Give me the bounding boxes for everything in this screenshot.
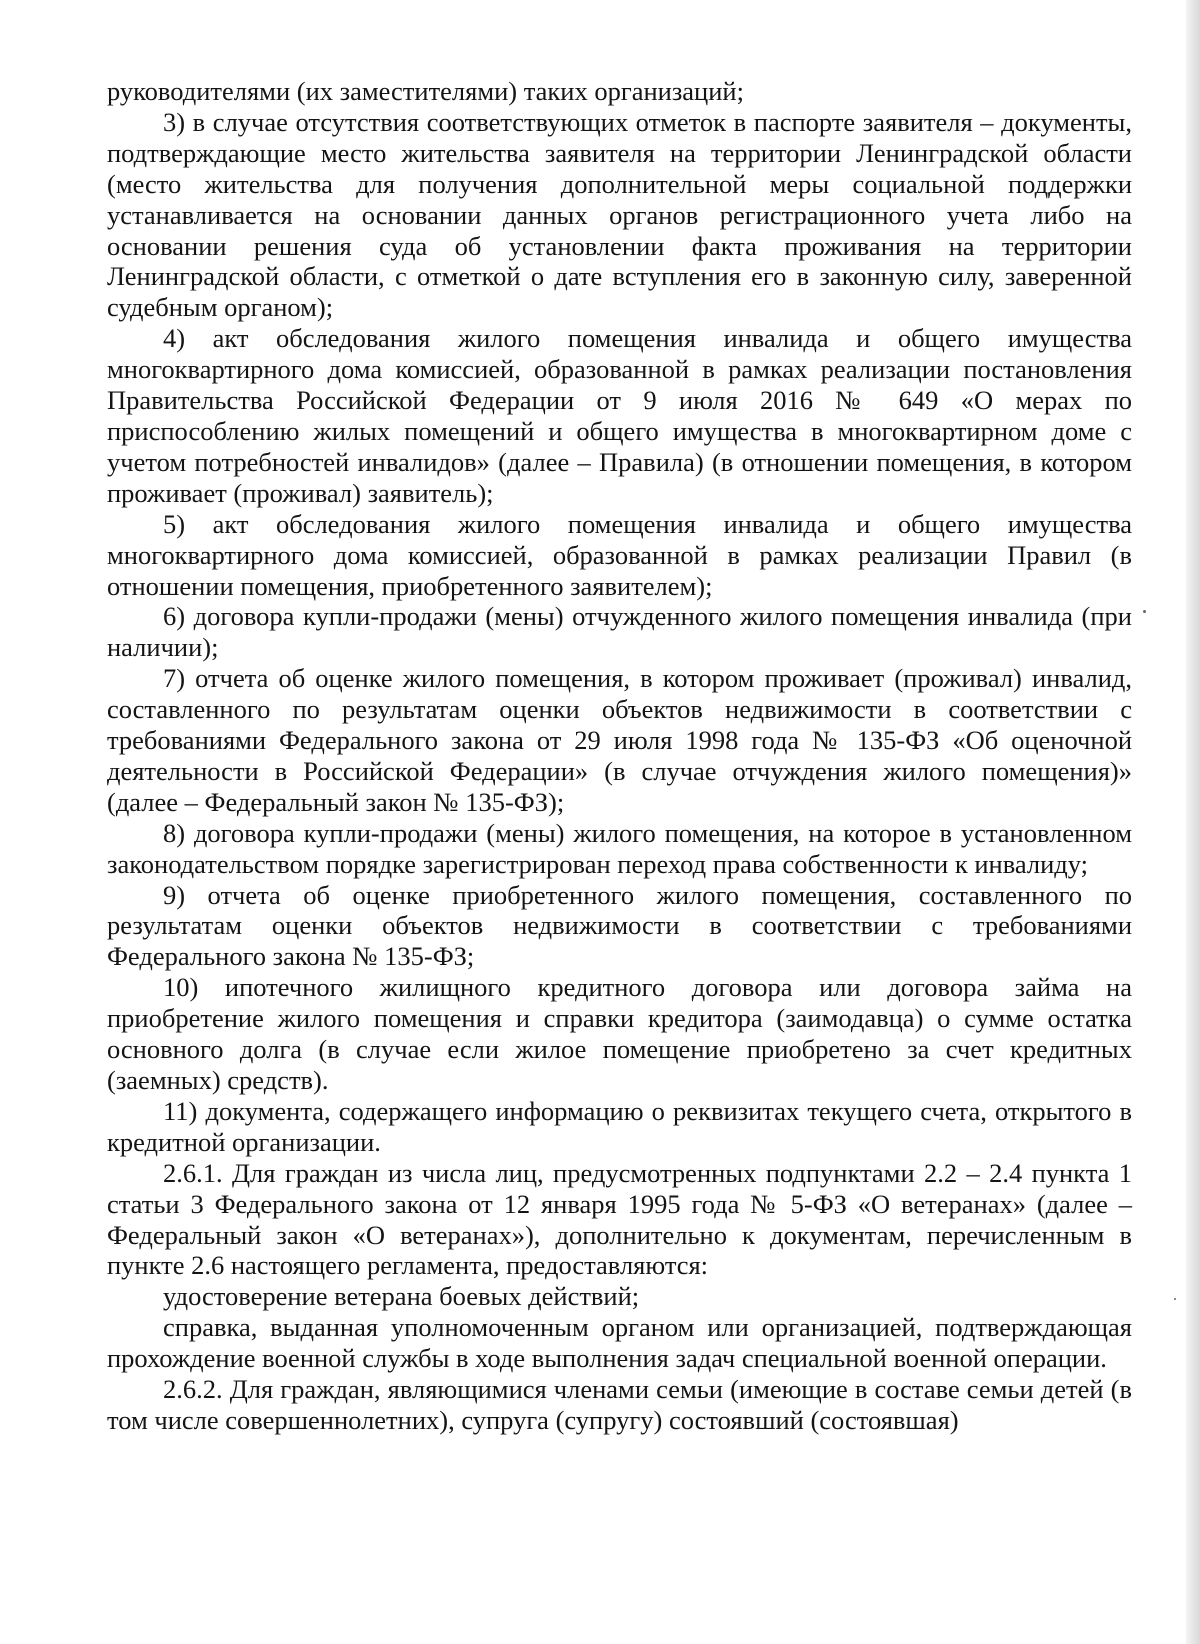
scan-edge-shadow	[1186, 0, 1200, 1644]
scan-speck	[1143, 610, 1146, 613]
paragraph-service-certificate: справка, выданная уполномоченным органом или организацией, подтверждающая прохождение военной службы в ходе выполнения задач специальной военной операции.	[107, 1312, 1132, 1374]
paragraph-2-6-2: 2.6.2. Для граждан, являющимися членами семьи (имеющие в составе семьи детей (в том числе совершеннолетних), супруга (супругу) состоявший (состоявшая)	[107, 1374, 1132, 1435]
paragraph-item-8: 8) договора купли-продажи (мены) жилого помещения, на которое в установленном законодательством порядке зарегистрирован переход права собственности к инвалиду;	[107, 817, 1132, 879]
paragraph-item-6: 6) договора купли-продажи (мены) отчужденного жилого помещения инвалида (при наличии);	[107, 601, 1132, 663]
paragraph-item-7: 7) отчета об оценке жилого помещения, в котором проживает (проживал) инвалид, составленного по результатам оценки объектов недвижимости в соответствии с требованиями Федерального закона от 29 июля 1998 года № 135-ФЗ «Об оценочной деятельности в Российской Федерации» (в случае отчуждения жилого помещения)» (далее – Федеральный закон № 135-ФЗ);	[107, 663, 1132, 817]
document-body	[107, 76, 1132, 1436]
paragraph-item-11: 11) документа, содержащего информацию о реквизитах текущего счета, открытого в кредитной организации.	[107, 1095, 1132, 1157]
paragraph-item-9: 9) отчета об оценке приобретенного жилого помещения, составленного по результатам оценки объектов недвижимости в соответствии с требованиями Федерального закона № 135-ФЗ;	[107, 879, 1132, 972]
paragraph-item-5: 5) акт обследования жилого помещения инвалида и общего имущества многоквартирного дома комиссией, образованной в рамках реализации Правил (в отношении помещения, приобретенного заявителем);	[107, 508, 1132, 601]
paragraph-2-6-1: 2.6.1. Для граждан из числа лиц, предусмотренных подпунктами 2.2 – 2.4 пункта 1 статьи 3 Федерального закона от 12 января 1995 года № 5-ФЗ «О ветеранах» (далее – Федеральный закон «О ветеранах»), дополнительно к документам, перечисленным в пункте 2.6 настоящего регламента, предоставляются:	[107, 1157, 1132, 1281]
paragraph-veteran-certificate: удостоверение ветерана боевых действий;	[163, 1281, 640, 1312]
paragraph-continuation: руководителями (их заместителями) таких организаций;	[107, 76, 744, 106]
paragraph-item-3: 3) в случае отсутствия соответствующих отметок в паспорте заявителя – документы, подтверждающие место жительства заявителя на территории Ленинградской области (место жительства для получения дополнительной меры социальной поддержки устанавливается на основании данных органов регистрационного учета либо на основании решения суда об установлении факта проживания на территории Ленинградской области, с отметкой о дате вступления его в законную силу, заверенной судебным органом);	[107, 106, 1132, 323]
scan-speck	[1174, 1298, 1176, 1300]
paragraph-item-4: 4) акт обследования жилого помещения инвалида и общего имущества многоквартирного дома комиссией, образованной в рамках реализации постановления Правительства Российской Федерации от 9 июля 2016 № 649 «О мерах по приспособлению жилых помещений и общего имущества в многоквартирном доме с учетом потребностей инвалидов» (далее – Правила) (в отношении помещения, в котором проживает (проживал) заявитель);	[107, 323, 1132, 508]
paragraph-item-10: 10) ипотечного жилищного кредитного договора или договора займа на приобретение жилого помещения и справки кредитора (заимодавца) о сумме остатка основного долга (в случае если жилое помещение приобретено за счет кредитных (заемных) средств).	[107, 972, 1132, 1095]
